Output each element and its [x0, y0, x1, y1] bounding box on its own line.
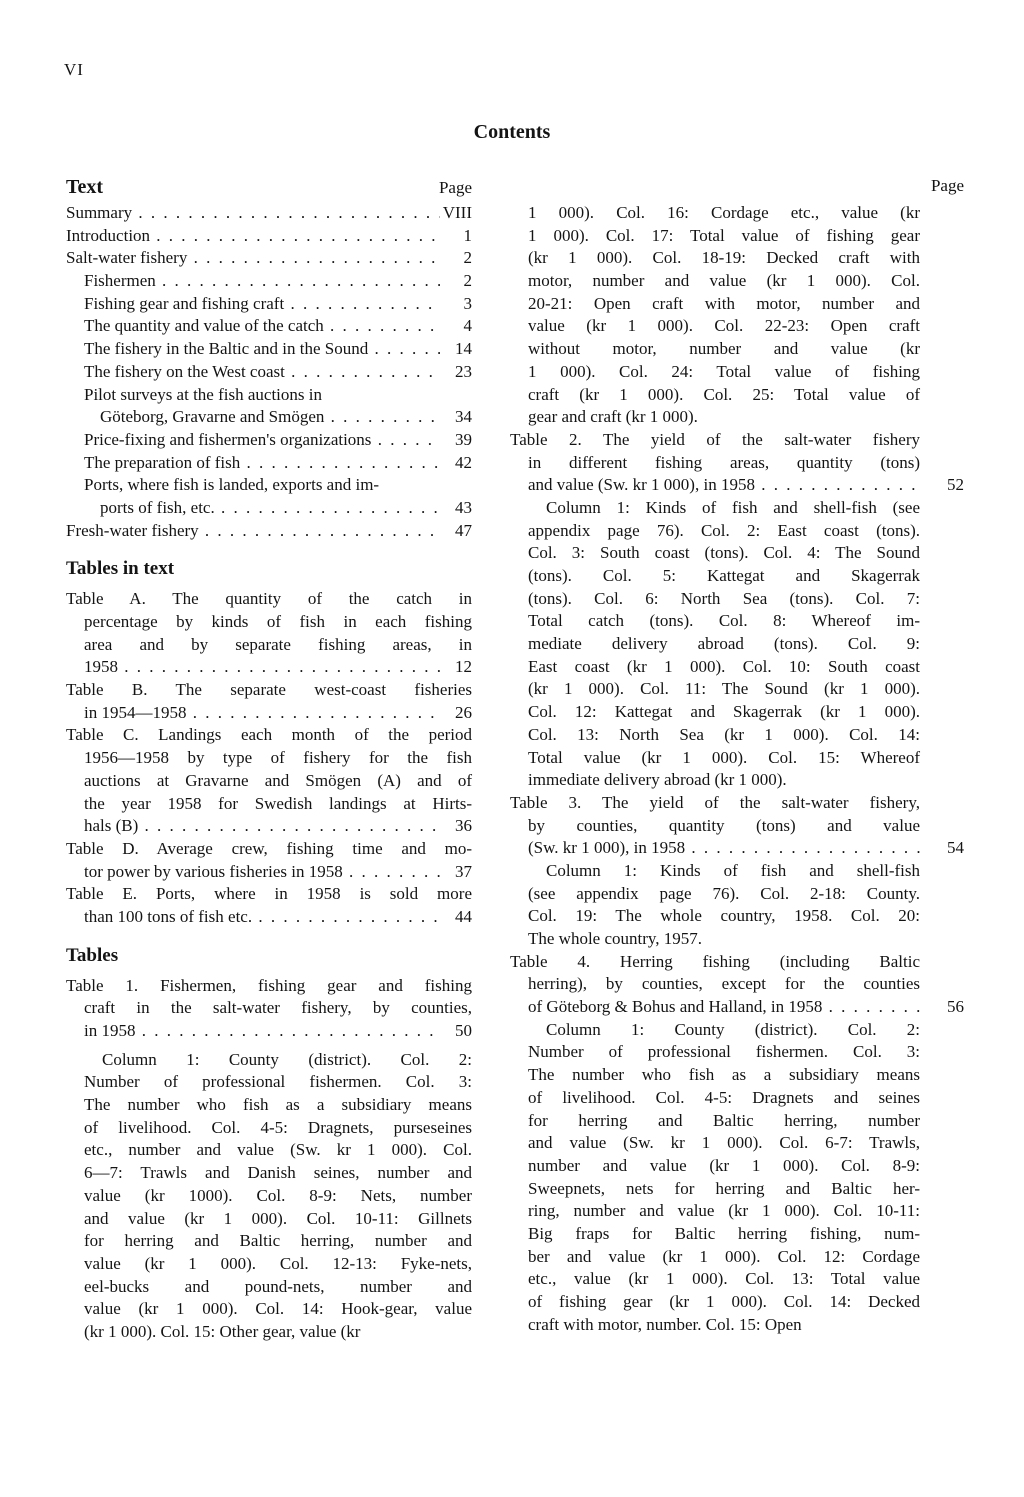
- entry-line-text: and value (Sw. kr 1 000), in 1958 . . .: [528, 474, 920, 497]
- column-description-line: The number who fish as a subsidiary means: [528, 1065, 920, 1085]
- toc-entry-page: 3: [463, 293, 472, 313]
- entry-line: [66, 883, 472, 906]
- entry-line: [66, 724, 472, 747]
- column-description-line: Col. 12: Kattegat and Skagerrak (kr 1 000).: [528, 702, 920, 722]
- column-description-line: (see appendix page 76). Col. 2-18: County.: [528, 883, 920, 903]
- column-description-line: mediate delivery abroad (tons). Col. 9:: [528, 634, 920, 654]
- column-description-line: (tons). Col. 6: North Sea (tons). Col. 7:: [528, 588, 920, 608]
- entry-line-text: herring), by counties, except for the counties: [528, 974, 920, 994]
- column-description-line: (kr 1 000). Col. 11: The Sound (kr 1 000).: [528, 679, 920, 699]
- entry-line-text: in 1958 . . .: [84, 1020, 440, 1043]
- toc-entry-text: The fishery on the West coast . . .: [84, 361, 440, 384]
- column-description-line: The number who fish as a subsidiary means: [84, 1095, 472, 1115]
- column-description-line: immediate delivery abroad (kr 1 000).: [528, 770, 787, 790]
- toc-entry: [66, 474, 472, 497]
- entry-line: [66, 861, 472, 884]
- column-description-line: etc., value (kr 1 000). Col. 13: Total value: [528, 1269, 920, 1289]
- entry-line-text: in 1954—1958 . . .: [84, 702, 440, 725]
- tables-in-text-list: [66, 588, 472, 928]
- entry-line: [510, 452, 920, 475]
- entry-line: [510, 474, 964, 497]
- entry-line: [66, 679, 472, 702]
- entry-line-text: 1956—1958 by type of fishery for the fish: [84, 748, 472, 768]
- toc-entry-text: Göteborg, Gravarne and Smögen . . .: [100, 406, 440, 429]
- toc-entry: [66, 338, 472, 361]
- entry-line: [66, 634, 472, 657]
- entry-line-text: Table 3. The yield of the salt-water fishery,: [510, 792, 920, 812]
- entry-line: [510, 996, 964, 1019]
- toc-entry-text: Fresh-water fishery . . .: [66, 520, 440, 543]
- entry-page: 37: [455, 861, 472, 881]
- entry-line: [66, 747, 472, 770]
- column-description-line: motor, number and value (kr 1 000). Col.: [528, 271, 920, 291]
- page-title: Contents: [473, 121, 551, 143]
- column-description-line: 1 000). Col. 24: Total value of fishing: [528, 361, 920, 381]
- column-description-line: appendix page 76). Col. 2: East coast (tons).: [528, 520, 920, 540]
- column-description-line: etc., number and value (Sw. kr 1 000). Col.: [84, 1140, 472, 1160]
- toc-entry-page: 2: [463, 248, 472, 268]
- entry-line: [510, 837, 964, 860]
- entry-line: [66, 815, 472, 838]
- column-description-line: Column 1: Kinds of fish and shell-fish (see: [546, 497, 920, 517]
- toc-entry-text: The quantity and value of the catch . . .: [84, 315, 440, 338]
- entry-line-text: Table A. The quantity of the catch in: [66, 589, 472, 609]
- entry-line: [510, 792, 920, 815]
- column-description-line: number and value (kr 1 000). Col. 8-9:: [528, 1155, 920, 1175]
- table-4-columns: [510, 1019, 920, 1337]
- column-description-line: for herring and Baltic herring, number: [528, 1110, 920, 1130]
- toc-entry: [66, 497, 472, 520]
- toc-entry-page: VIII: [442, 203, 472, 222]
- column-description-line: ber and value (kr 1 000). Col. 12: Cordage: [528, 1246, 920, 1266]
- entry-line: [510, 973, 920, 996]
- toc-entry-text: Fishermen . . .: [84, 270, 440, 293]
- tables-heading: Tables: [66, 944, 119, 966]
- toc-entry: [66, 247, 472, 270]
- column-description-line: Big fraps for Baltic herring fishing, num-: [528, 1223, 920, 1243]
- column-description-line: Col. 13: North Sea (kr 1 000). Col. 14:: [528, 724, 920, 744]
- entry-line: [66, 702, 472, 725]
- entry-line: [510, 951, 920, 974]
- column-description-line: Total value (kr 1 000). Col. 15: Whereof: [528, 747, 920, 767]
- table-1-columns-continued: [510, 202, 920, 429]
- column-description-line: (tons). Col. 5: Kattegat and Skagerrak: [528, 566, 920, 585]
- column-description-line: value (kr 1 000). Col. 22-23: Open craft: [528, 316, 920, 336]
- entry-line-text: auctions at Gravarne and Smögen (A) and of: [84, 770, 472, 790]
- entry-line: [66, 838, 472, 861]
- entry-line-text: Table 2. The yield of the salt-water fishery: [510, 429, 920, 449]
- entry-line-text: of Göteborg & Bohus and Halland, in 1958 . . .: [528, 996, 920, 1019]
- entry-line-text: Table B. The separate west-coast fisheries: [66, 680, 472, 700]
- column-description-line: of livelihood. Col. 4-5: Dragnets and seines: [528, 1087, 920, 1107]
- toc-entry-text: ports of fish, etc. . . .: [100, 497, 440, 520]
- toc-entry-page: 23: [455, 361, 472, 381]
- entry-line-text: Table 4. Herring fishing (including Baltic: [510, 951, 920, 971]
- column-description-line: Column 1: Kinds of fish and shell-fish: [546, 860, 920, 880]
- entry-line-text: Table E. Ports, where in 1958 is sold more: [66, 884, 472, 904]
- toc-entry-page: 42: [455, 452, 472, 472]
- toc-entry: [66, 225, 472, 248]
- entry-line-text: than 100 tons of fish etc. . . .: [84, 906, 440, 929]
- toc-entry: [66, 202, 472, 225]
- entry-line-text: in different fishing areas, quantity (tons): [528, 452, 920, 472]
- tables-in-text-heading: Tables in text: [66, 558, 175, 580]
- column-description-line: and value (Sw. kr 1 000). Col. 6-7: Trawls,: [528, 1133, 920, 1153]
- column-description-line: gear and craft (kr 1 000).: [528, 407, 698, 427]
- toc-entry-text: Salt-water fishery . . .: [66, 247, 440, 270]
- toc-entry-text: The preparation of fish . . .: [84, 452, 440, 475]
- entry-line: [66, 588, 472, 611]
- toc-entry: [66, 520, 472, 543]
- column-description-line: and value (kr 1 000). Col. 10-11: Gillnets: [84, 1208, 472, 1228]
- toc-entry-text: Introduction . . .: [66, 225, 440, 248]
- toc-entry-page: [440, 474, 472, 497]
- entry-page: 56: [947, 997, 964, 1017]
- entry-line-text: by counties, quantity (tons) and value: [528, 815, 920, 835]
- toc-entry-page: 39: [455, 429, 472, 449]
- entry-line-text: Table C. Landings each month of the period: [66, 725, 472, 745]
- column-description-line: 6—7: Trawls and Danish seines, number and: [84, 1163, 472, 1183]
- column-description-line: craft (kr 1 000). Col. 25: Total value of: [528, 384, 920, 404]
- entry-line-text: area and by separate fishing areas, in: [84, 634, 472, 654]
- entry-line-text: 1958 . . .: [84, 656, 440, 679]
- entry-line: [66, 656, 472, 679]
- column-description-line: value (kr 1 000). Col. 14: Hook-gear, value: [84, 1299, 472, 1319]
- column-description-line: 1 000). Col. 17: Total value of fishing gear: [528, 225, 920, 245]
- entry-page: 36: [455, 816, 472, 836]
- entry-line-text: (Sw. kr 1 000), in 1958 . . .: [528, 837, 920, 860]
- entry-page: 54: [947, 838, 964, 858]
- right-column: [510, 176, 964, 1336]
- column-description-line: ring, number and value (kr 1 000). Col. 10-11:: [528, 1201, 920, 1221]
- page-column-label-right: Page: [930, 176, 964, 195]
- toc-entry: [66, 270, 472, 293]
- toc-entry-page: [440, 384, 472, 407]
- text-entries-list: [66, 202, 472, 542]
- toc-entry-page: 2: [463, 271, 472, 291]
- page-folio: VI: [64, 60, 84, 79]
- toc-entry-text: Summary . . .: [66, 202, 440, 225]
- toc-entry-page: 47: [455, 520, 472, 540]
- entry-page: 52: [947, 475, 964, 495]
- column-description-line: East coast (kr 1 000). Col. 10: South coast: [528, 656, 920, 676]
- toc-entry-page: 34: [455, 407, 472, 427]
- entry-line-text: Table D. Average crew, fishing time and mo-: [66, 838, 472, 858]
- toc-entry: [66, 384, 472, 407]
- entry-line-text: craft in the salt-water fishery, by counties,: [84, 998, 472, 1018]
- left-column: [66, 176, 472, 1344]
- column-description-line: value (kr 1000). Col. 8-9: Nets, number: [84, 1185, 472, 1205]
- entry-line: [66, 906, 472, 929]
- toc-entry: [66, 293, 472, 316]
- right-header: [510, 176, 964, 202]
- entry-line-text: tor power by various fisheries in 1958 . . .: [84, 861, 440, 884]
- column-description-line: Column 1: County (district). Col. 2:: [102, 1049, 472, 1069]
- toc-entry-text: Pilot surveys at the fish auctions in: [84, 384, 322, 404]
- column-description-line: The whole country, 1957.: [528, 929, 703, 948]
- entry-line: [66, 1020, 472, 1043]
- column-description-line: (kr 1 000). Col. 15: Other gear, value (kr: [84, 1321, 361, 1341]
- column-description-line: of fishing gear (kr 1 000). Col. 14: Decked: [528, 1292, 920, 1311]
- toc-entry-text: Price-fixing and fishermen's organizations . . .: [84, 429, 440, 452]
- column-description-line: 1 000). Col. 16: Cordage etc., value (kr: [528, 203, 920, 222]
- entry-line: [66, 770, 472, 793]
- entry-page: 44: [455, 906, 472, 926]
- toc-entry-page: 43: [455, 497, 472, 517]
- column-description-line: for herring and Baltic herring, number and: [84, 1231, 472, 1251]
- column-description-line: Number of professional fishermen. Col. 3:: [84, 1072, 472, 1092]
- column-description-line: eel-bucks and pound-nets, number and: [84, 1276, 472, 1296]
- entry-line-text: the year 1958 for Swedish landings at Hirts-: [84, 793, 472, 813]
- entry-page: 26: [455, 702, 472, 722]
- column-description-line: 20-21: Open craft with motor, number and: [528, 293, 920, 313]
- entry-line-text: percentage by kinds of fish in each fishing: [84, 612, 472, 631]
- toc-entry-page: 1: [463, 225, 472, 245]
- toc-entry: [66, 361, 472, 384]
- table-4-entry: [510, 951, 964, 1019]
- entry-line-text: Table 1. Fishermen, fishing gear and fishing: [66, 975, 472, 995]
- column-description-line: craft with motor, number. Col. 15: Open: [528, 1314, 802, 1334]
- toc-entry: [66, 429, 472, 452]
- entry-page: 12: [455, 657, 472, 677]
- column-description-line: of livelihood. Col. 4-5: Dragnets, purseseines: [84, 1117, 472, 1137]
- entry-line: [66, 997, 472, 1020]
- column-description-line: Total catch (tons). Col. 8: Whereof im-: [528, 611, 920, 631]
- toc-entry: [66, 406, 472, 429]
- table-1-entry: [66, 975, 472, 1043]
- column-description-line: Number of professional fishermen. Col. 3:: [528, 1042, 920, 1062]
- column-description-line: (kr 1 000). Col. 18-19: Decked craft with: [528, 248, 920, 268]
- toc-entry: [66, 452, 472, 475]
- column-description-line: Col. 19: The whole country, 1958. Col. 20:: [528, 906, 920, 926]
- entry-line-text: hals (B) . . .: [84, 815, 440, 838]
- column-description-line: value (kr 1 000). Col. 12-13: Fyke-nets,: [84, 1253, 472, 1273]
- entry-line: [66, 975, 472, 998]
- entry-line: [66, 611, 472, 634]
- table-3-entry: [510, 792, 964, 860]
- toc-entry-text: The fishery in the Baltic and in the Sound . . .: [84, 338, 440, 361]
- entry-page: 50: [455, 1021, 472, 1040]
- table-3-columns: [510, 860, 920, 951]
- column-description-line: Col. 3: South coast (tons). Col. 4: The Sound: [528, 543, 920, 563]
- entry-line: [510, 429, 920, 452]
- text-section-header: [66, 176, 472, 202]
- column-description-line: Column 1: County (district). Col. 2:: [546, 1019, 920, 1039]
- column-description-line: without motor, number and value (kr: [528, 339, 920, 359]
- table-2-columns: [510, 497, 920, 792]
- toc-entry-text: Ports, where fish is landed, exports and im-: [84, 475, 380, 495]
- text-section-heading: Text: [66, 176, 104, 198]
- toc-entry: [66, 315, 472, 338]
- toc-entry-page: 14: [455, 339, 472, 359]
- toc-entry-page: 4: [463, 316, 472, 336]
- table-1-columns: [66, 1049, 472, 1344]
- column-description-line: Sweepnets, nets for herring and Baltic her-: [528, 1178, 920, 1198]
- entry-line: [510, 815, 920, 838]
- table-2-entry: [510, 429, 964, 497]
- page-column-label: Page: [438, 178, 472, 197]
- toc-entry-text: Fishing gear and fishing craft . . .: [84, 293, 440, 316]
- entry-line: [66, 793, 472, 816]
